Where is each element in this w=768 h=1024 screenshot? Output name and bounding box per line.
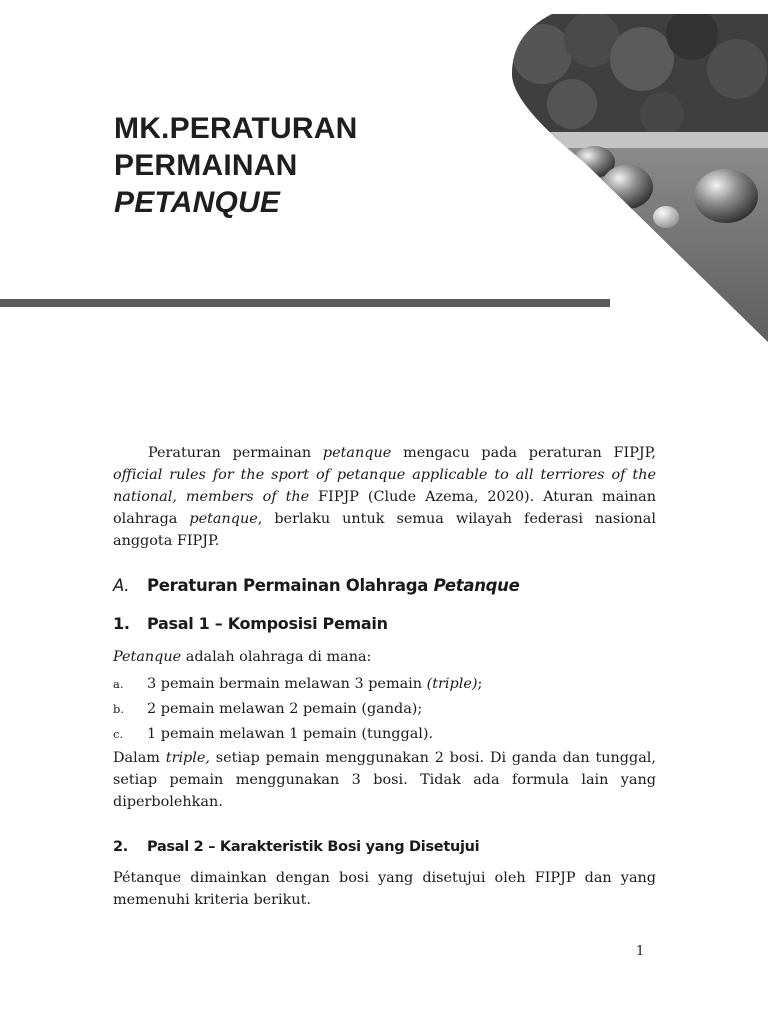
title-line-3: PETANQUE xyxy=(114,186,281,219)
section-a-heading: A. Peraturan Permainan Olahraga Petanque xyxy=(113,576,520,595)
title-line-2: PERMAINAN xyxy=(114,149,298,182)
player-composition-list xyxy=(113,672,656,747)
intro-paragraph: Peraturan permainan petanque mengacu pada peraturan FIPJP, official rules for the sport of petanque applicable to all terriores of the national, members of the FIPJP (Clude Azema, 2020). Aturan mainan olahraga petanque, berlaku untuk semua wilayah federasi nasional anggota FIPJP. xyxy=(113,445,656,549)
pasal-1-paragraph: Dalam triple, setiap pemain menggunakan 2 bosi. Di ganda dan tunggal, setiap pemain menggunakan 3 bosi. Tidak ada formula lain yang diperbolehkan. xyxy=(113,750,656,810)
pasal-1-heading: 1. Pasal 1 – Komposisi Pemain xyxy=(113,614,388,633)
page-number: 1 xyxy=(636,944,645,959)
list-item: c. 1 pemain melawan 1 pemain (tunggal). xyxy=(113,726,434,742)
title-divider xyxy=(0,299,610,307)
document-body xyxy=(113,442,656,911)
pasal-1-lead: Petanque adalah olahraga di mana: xyxy=(113,649,372,665)
page-title xyxy=(114,110,358,221)
list-item: b. 2 pemain melawan 2 pemain (ganda); xyxy=(113,701,423,717)
pasal-2-paragraph: Pétanque dimainkan dengan bosi yang disetujui oleh FIPJP dan yang memenuhi kriteria berikut. xyxy=(113,870,656,908)
pasal-2-heading: 2. Pasal 2 – Karakteristik Bosi yang Disetujui xyxy=(113,839,480,855)
title-line-1: MK.PERATURAN xyxy=(114,112,358,145)
petanque-balls-photo xyxy=(512,14,768,342)
list-item: a. 3 pemain bermain melawan 3 pemain (triple); xyxy=(113,676,483,692)
